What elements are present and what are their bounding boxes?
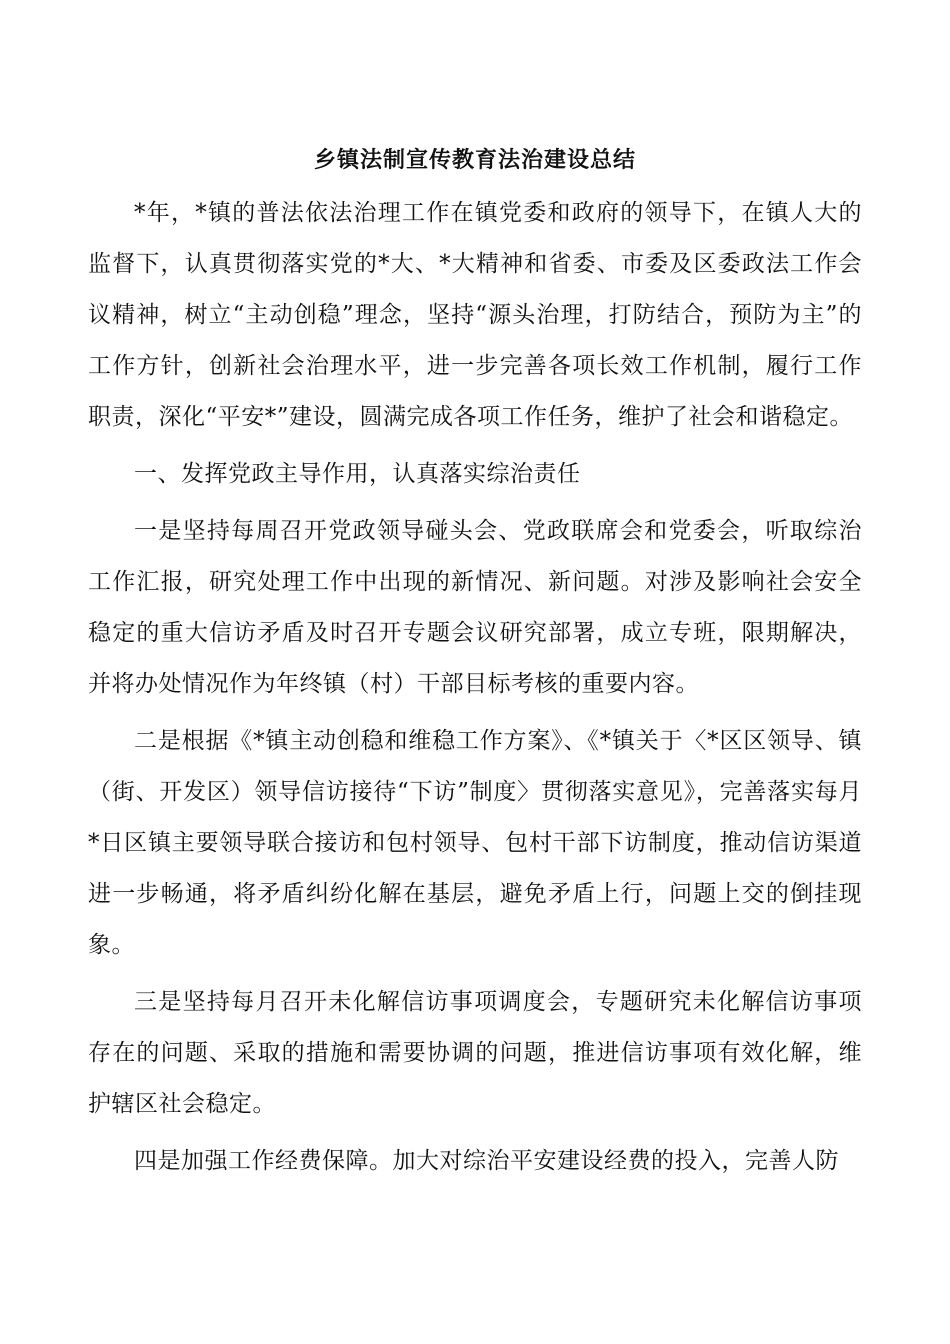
document-page xyxy=(88,140,862,1193)
section-heading-1: 一、发挥党政主导作用，认真落实综治责任 xyxy=(134,461,581,487)
intro-paragraph: *年，*镇的普法依法治理工作在镇党委和政府的领导下，在镇人大的监督下，认真贯彻落实党的*大、*大精神和省委、市委及区委政法工作会议精神，树立“主动创稳”理念，坚持“源头治理，打防结合，预防为主”的工作方针，创新社会治理水平，进一步完善各项长效工作机制，履行工作职责，深化“平安*”建设，圆满完成各项工作任务，维护了社会和谐稳定。 xyxy=(88,200,862,430)
body-paragraph-1: 一是坚持每周召开党政领导碰头会、党政联席会和党委会，听取综治工作汇报，研究处理工作中出现的新情况、新问题。对涉及影响社会安全稳定的重大信访矛盾及时召开专题会议研究部署，成立专班，限期解决，并将办处情况作为年终镇（村）干部目标考核的重要内容。 xyxy=(88,518,862,697)
body-paragraph-2: 二是根据《*镇主动创稳和维稳工作方案》、《*镇关于〈*区区领导、镇（街、开发区）领导信访接待“下访”制度〉贯彻落实意见》，完善落实每月*日区镇主要领导联合接访和包村领导、包村干部下访制度，推动信访渠道进一步畅通，将矛盾纠纷化解在基层，避免矛盾上行，问题上交的倒挂现象。 xyxy=(88,728,862,958)
body-paragraph-4: 四是加强工作经费保障。加大对综治平安建设经费的投入，完善人防 xyxy=(134,1148,839,1174)
document-title: 乡镇法制宣传教育法治建设总结 xyxy=(313,147,636,173)
body-paragraph-3: 三是坚持每月召开未化解信访事项调度会，专题研究未化解信访事项存在的问题、采取的措施和需要协调的问题，推进信访事项有效化解，维护辖区社会稳定。 xyxy=(88,989,862,1117)
